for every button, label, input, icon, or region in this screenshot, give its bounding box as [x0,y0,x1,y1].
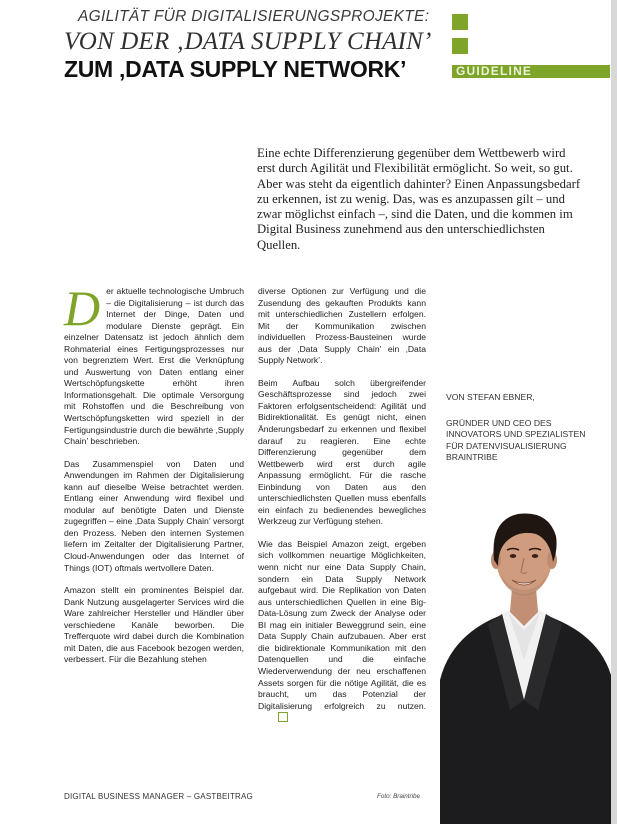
lead-paragraph: Eine echte Differenzierung gegenüber dem Wettbewerb wird erst durch Agilität und Flexibilität ermöglicht. So weit, so gut. Aber was steht da eigentlich dahinter? Einen Anpassungsbedarf zu erkennen, ist zu wenig. Das, was es anzupassen gilt – und zwar möglichst einfach –, sind die Daten, und die kommen im Digital Business zunehmend aus den unterschiedlichsten Quellen. [257,146,581,252]
footer-section-label: DIGITAL BUSINESS MANAGER – GASTBEITRAG [64,792,253,801]
drop-cap: D [64,280,101,336]
paragraph: diverse Optionen zur Verfügung und die Zusendung des gekauften Produkts kann mit unterschiedlichen Zustellern erfolgen. Mit der Kommunikation zwischen individuellen Prozess-Bausteinen wurde aus der ‚Data Supply Chain’ ein ‚Data Supply Network’. [258,286,426,366]
body-column-1 [64,280,244,677]
author-byline: VON STEFAN EBNER, [446,392,535,402]
body-column-2 [258,286,426,737]
paragraph: Beim Aufbau solch übergreifender Geschäftsprozesse sind jedoch zwei Faktoren erfolgsentscheidend: Agilität und Bidirektionalität. Es genügt nicht, einen Änderungsbedarf zu erkennen und flexibel darauf zu reagieren. Eine echte Differenzierung gegenüber dem Wettbewerb wird erst durch agile Anpassung ermöglicht. Für die rasche Einbindung von Daten aus den unterschiedlichsten Quellen muss ebenfalls ein einfach zu bedienendes bewegliches Werkzeug zur Verfügung stehen. [258,377,426,527]
photo-credit: Foto: Braintribe [377,793,421,800]
portrait-illustration [440,500,611,824]
end-of-article-icon [278,712,288,722]
page-edge [611,0,617,824]
paragraph: Amazon stellt ein prominentes Beispiel dar. Dank Nutzung ausgelagerter Services wird die Ware zahlreicher Hersteller und Händler über verschiedene Kanäle beworben. Die Trefferquote wird dabei durch die Kombination mit Daten, die aus Facebook bezogen werden, verbessert. Für die Bezahlung stehen [64,585,244,665]
headline-line-2: ZUM ‚DATA SUPPLY NETWORK’ [64,56,407,82]
section-label: GUIDELINE [456,64,533,78]
paragraph: Wie das Beispiel Amazon zeigt, ergeben sich vollkommen neuartige Möglichkeiten, wenn nicht nur eine Data Supply Chain, sondern ein Data Supply Network aufgebaut wird. Die Replikation von Daten aus unterschiedlichen Quellen in eine Big-Data-Lösung zum Zweck der Analyse oder BI mag ein initialer Beweggrund sein, eine Data Supply Chain aufzubauen. Aber erst die bidirektionale Kommunikation mit den Datenquellen und die einfache Wiederverwendung der neu erschaffenen Assets sorgen für die nötige Agilität, die es braucht, um das Potenzial der Digitalisierung erfolgreich zu nutzen. [258,539,426,726]
kicker: AGILITÄT FÜR DIGITALISIERUNGSPROJEKTE: [78,8,430,25]
accent-square-middle [452,38,468,54]
paragraph: Der aktuelle technologische Umbruch – die Digitalisierung – ist durch das Internet der Dinge, Daten und modulare Dienste geprägt. Ein einzelner Datensatz ist jedoch ähnlich dem Rohmaterial eines Fertigungsprozesses nur von begrenztem Wert. Erst die Verknüpfung und Auswertung von Daten entlang einer Wertschöpfungskette erhöht ihren Informationsgehalt. Die optimale Versorgung mit Rohstoffen und die Beschreibung von Wertschöpfungsketten wird speziell in der Fertigungsindustrie durch die bewährte ‚Supply Chain’ beschrieben. [64,280,244,447]
author-photo [440,500,611,824]
author-box [446,392,596,464]
author-role: GRÜNDER UND CEO DES INNOVATORS UND SPEZIALISTEN FÜR DATENVISUALISIERUNG BRAINTRIBE [446,417,586,462]
paragraph: Das Zusammenspiel von Daten und Anwendungen im Rahmen der Digitalisierung kann auf dieselbe Weise betrachtet werden. Entlang einer Anwendung wird flexibel und modular auf benötigte Daten und Dienste zugegriffen – eine ‚Data Supply Chain’ versorgt den Prozess. Neben den internen Systemen liefern im Zeitalter der Digitalisierung Partner, Cloud-Anwendungen oder das Internet of Things (IOT) oftmals wertvollere Daten. [64,458,244,573]
headline-line-1: VON DER ‚DATA SUPPLY CHAIN’ [64,28,432,55]
accent-square-top [452,14,468,30]
